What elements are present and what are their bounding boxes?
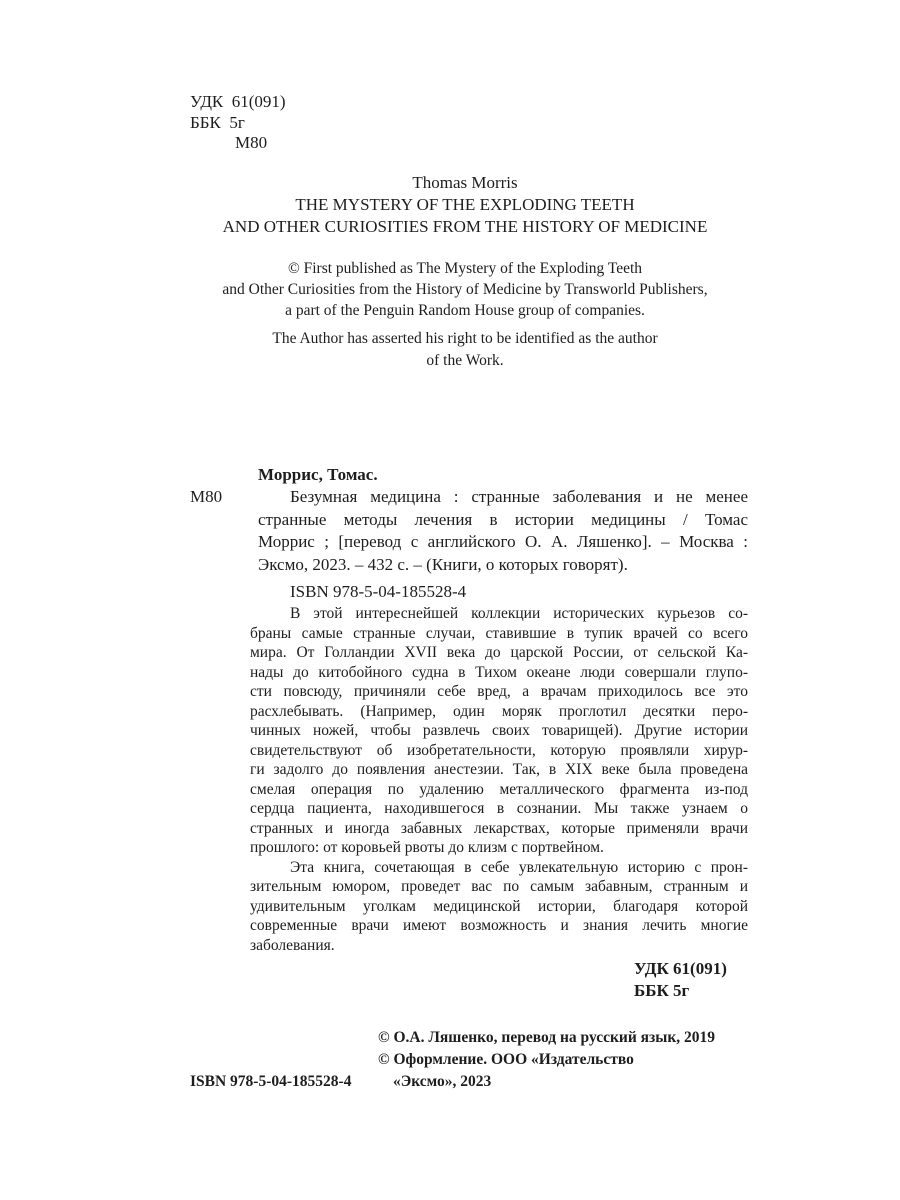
footer-isbn: ISBN 978-5-04-185528-4 xyxy=(190,1073,352,1090)
annotation-line: расхлебывать. (Например, один моряк проглотил десятки перо- xyxy=(250,702,748,720)
annotation-line: сердца пациента, находившегося в сознании. Мы также узнаем о xyxy=(250,800,748,817)
bibliographic-author-mark: М80 xyxy=(190,487,223,506)
annotation-line: Эта книга, сочетающая в себе увлекательную историю с прон- xyxy=(290,858,748,876)
original-title-line-2: AND OTHER CURIOSITIES FROM THE HISTORY OF MEDICINE xyxy=(222,217,708,236)
bibliographic-line: Эксмо, 2023. – 432 с. – (Книги, о которых говорят). xyxy=(258,555,628,574)
original-author: Thomas Morris xyxy=(412,173,518,192)
rights-line: of the Work. xyxy=(426,352,504,369)
translation-copyright: © О.А. Ляшенко, перевод на русский язык, 2019 xyxy=(378,1029,716,1046)
bibliographic-isbn: ISBN 978-5-04-185528-4 xyxy=(290,582,467,601)
annotation-line: прошлого: от коровьей рвоты до клизм с портвейном. xyxy=(250,839,604,856)
annotation-line: браны самые странные случаи, ставившие в тупик врачей со всего xyxy=(250,624,748,642)
bibliographic-line: странные методы лечения в истории медицины / Томас xyxy=(258,510,748,529)
annotation-line: зительным юмором, проведет вас по самым забавным, странным и xyxy=(250,878,748,895)
bibliographic-heading: Моррис, Томас. xyxy=(258,465,378,484)
original-title-line-1: THE MYSTERY OF THE EXPLODING TEETH xyxy=(295,195,635,214)
rights-line: The Author has asserted his right to be identified as the author xyxy=(272,330,658,347)
annotation-line: странных и иногда забавных лекарствах, которые применяли врачи xyxy=(250,819,748,837)
annotation-line: ги задолго до появления анестезии. Так, в XIX веке была проведена xyxy=(250,761,748,778)
bbk-code-bottom: ББК 5г xyxy=(634,981,690,1000)
design-copyright: © Оформление. ООО «Издательство xyxy=(378,1051,634,1068)
annotation-line: чинных ножей, чтобы развлечь своих товарищей). Другие истории xyxy=(250,722,748,739)
copyright-line: a part of the Penguin Random House group of companies. xyxy=(285,302,645,319)
design-copyright-cont: «Эксмо», 2023 xyxy=(393,1073,492,1090)
copyright-line: © First published as The Mystery of the Exploding Teeth xyxy=(287,260,643,277)
bibliographic-line: Безумная медицина : странные заболевания и не менее xyxy=(290,487,748,506)
annotation-line: заболевания. xyxy=(250,936,335,954)
annotation-line: современные врачи имеют возможность и знания лечить многие xyxy=(250,917,748,934)
annotation-line: мира. От Голландии XVII века до царской России, от сельской Ка- xyxy=(250,644,748,661)
annotation-line: В этой интереснейшей коллекции исторических курьезов со- xyxy=(290,605,748,622)
udk-code-bottom: УДК 61(091) xyxy=(634,959,727,978)
bibliographic-line: Моррис ; [перевод с английского О. А. Ляшенко]. – Москва : xyxy=(258,532,748,551)
annotation-line: сти повсюду, причиняли себе вред, а врачам приходилось все это xyxy=(250,683,748,700)
annotation-line: свидетельствуют об изобретательности, которую проявляли хирур- xyxy=(250,741,748,759)
annotation-line: удивительным уголкам медицинской истории, благодаря которой xyxy=(250,897,748,915)
bbk-code: ББК 5г xyxy=(190,113,245,132)
udk-code: УДК 61(091) xyxy=(190,92,286,111)
annotation-line: смелая операция по удалению металлического фрагмента из-под xyxy=(250,780,748,798)
copyright-line: and Other Curiosities from the History of Medicine by Transworld Publishers, xyxy=(222,281,708,298)
author-mark: М80 xyxy=(235,133,268,152)
annotation-line: нады до китобойного судна в Тихом океане люди совершали глупо- xyxy=(250,663,748,681)
